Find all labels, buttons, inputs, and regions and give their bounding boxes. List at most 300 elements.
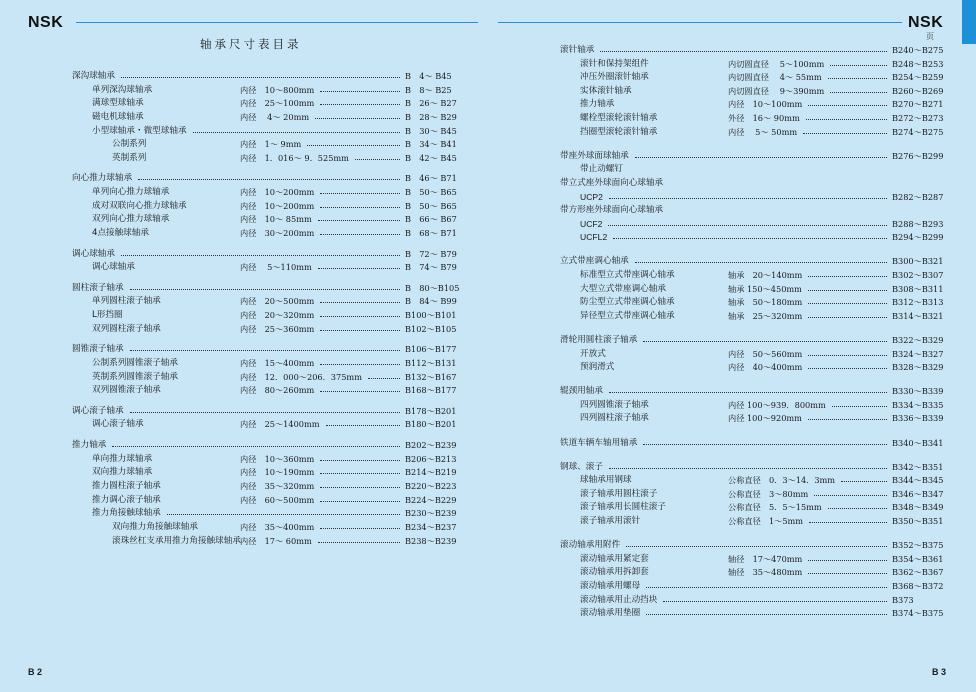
toc-entry-pages: B248〜B253 bbox=[892, 58, 944, 69]
toc-entry bbox=[72, 227, 464, 240]
toc-entry-dimensions: 内径 1．016〜 9．525mm bbox=[240, 152, 349, 163]
toc-entry bbox=[72, 261, 464, 274]
toc-entry bbox=[560, 296, 952, 309]
toc-entry-pages: B352〜B375 bbox=[892, 540, 944, 551]
toc-entry-pages: B178〜B201 bbox=[405, 405, 457, 416]
toc-entry-pages: B254〜B259 bbox=[892, 72, 944, 83]
toc-entry bbox=[560, 126, 952, 139]
toc-entry bbox=[560, 461, 952, 474]
toc-entry bbox=[72, 125, 464, 138]
toc-entry-label: L形挡圈 bbox=[92, 310, 123, 321]
toc-entry-label: 铁道车辆车轴用轴承 bbox=[560, 437, 638, 448]
toc-entry-dimensions: 内径 20〜500mm bbox=[240, 296, 315, 307]
leader-dots bbox=[613, 238, 887, 239]
leader-dots bbox=[320, 473, 400, 474]
toc-entry-label: 带座外球面球轴承 bbox=[560, 150, 629, 161]
toc-entry-pages: B202〜B239 bbox=[405, 440, 457, 450]
leader-dots bbox=[635, 157, 887, 158]
toc-entry-label: 异径型立式带座调心轴承 bbox=[580, 310, 675, 321]
toc-entry-pages: B302〜B307 bbox=[892, 270, 944, 280]
toc-entry bbox=[560, 98, 952, 111]
toc-entry-label: 钢球、滚子 bbox=[560, 461, 603, 472]
toc-entry-label: 调心球轴承 bbox=[92, 262, 135, 273]
leader-dots bbox=[193, 132, 400, 133]
toc-entry-dimensions: 内径 10〜200mm bbox=[240, 200, 315, 211]
leader-dots bbox=[112, 446, 400, 447]
toc-entry-label: 滚针和保持架组件 bbox=[580, 58, 649, 69]
toc-entry bbox=[72, 172, 464, 185]
toc-entry-label: 圆锥滚子轴承 bbox=[72, 344, 124, 355]
leader-dots bbox=[643, 444, 887, 445]
leader-dots bbox=[320, 234, 400, 235]
leader-dots bbox=[808, 355, 887, 356]
leader-dots bbox=[830, 92, 887, 93]
toc-entry-label: 双列圆锥滚子轴承 bbox=[92, 385, 161, 396]
toc-entry-pages: B288〜B293 bbox=[892, 218, 944, 229]
toc-entry-label: 推力轴承 bbox=[580, 99, 615, 110]
toc-entry-pages: B240〜B275 bbox=[892, 45, 944, 55]
toc-entry-dimensions: 内切圆直径 4〜 55mm bbox=[728, 72, 822, 83]
toc-entry bbox=[72, 248, 464, 261]
toc-entry-pages: B274〜B275 bbox=[892, 126, 944, 137]
leader-dots bbox=[808, 419, 887, 420]
leader-dots bbox=[828, 508, 887, 509]
toc-entry-label: 推力角接触球轴承 bbox=[92, 508, 161, 519]
toc-entry-pages: B102〜B105 bbox=[405, 323, 457, 334]
toc-entry-pages: B132〜B167 bbox=[405, 371, 457, 382]
toc-entry bbox=[72, 439, 464, 452]
toc-entry-dimensions: 外径 16〜 90mm bbox=[728, 113, 800, 123]
leader-dots bbox=[320, 364, 400, 365]
page-title: 轴承尺寸表目录 bbox=[200, 37, 302, 51]
leader-dots bbox=[307, 145, 400, 146]
toc-entry-pages: B180〜B201 bbox=[405, 419, 457, 430]
toc-entry-label: 单列向心推力球轴承 bbox=[92, 187, 170, 198]
toc-entry-pages: B 46〜 B71 bbox=[405, 173, 457, 184]
toc-entry bbox=[72, 521, 464, 534]
toc-entry-label: 四列圆锥滚子轴承 bbox=[580, 399, 649, 410]
leader-dots bbox=[828, 78, 887, 79]
page-number-left: B 2 bbox=[28, 667, 43, 677]
toc-entry-label: 双向推力角接触球轴承 bbox=[112, 521, 198, 532]
toc-entry-pages: B276〜B299 bbox=[892, 150, 944, 161]
leader-dots bbox=[830, 65, 887, 66]
toc-entry bbox=[560, 437, 952, 450]
toc-entry bbox=[560, 310, 952, 323]
toc-entry-dimensions: 公称直径 5．5〜15mm bbox=[728, 502, 822, 513]
toc-entry-pages: B 8〜 B25 bbox=[405, 84, 452, 95]
toc-entry bbox=[560, 361, 952, 374]
leader-dots bbox=[121, 255, 400, 256]
toc-entry-pages: B 42〜 B45 bbox=[405, 152, 457, 163]
toc-entry-label: 英制系列圆锥滚子轴承 bbox=[92, 371, 178, 382]
leader-dots bbox=[808, 105, 887, 106]
toc-entry bbox=[72, 323, 464, 336]
leader-dots bbox=[320, 193, 400, 194]
toc-entry-label: 滚动轴承用垫圈 bbox=[580, 608, 641, 619]
leader-dots bbox=[609, 468, 887, 469]
toc-entry bbox=[72, 138, 464, 151]
toc-entry bbox=[72, 97, 464, 110]
header-rule-right bbox=[498, 22, 902, 23]
toc-entry-pages: B 4〜 B45 bbox=[405, 71, 452, 81]
toc-entry bbox=[560, 334, 952, 347]
toc-entry-pages: B238〜B239 bbox=[405, 535, 457, 546]
toc-entry bbox=[72, 494, 464, 507]
leader-dots bbox=[315, 118, 400, 119]
leader-dots bbox=[320, 91, 400, 92]
toc-entry-dimensions: 内径 10〜 85mm bbox=[240, 214, 312, 225]
toc-entry bbox=[72, 453, 464, 466]
toc-entry-pages: B270〜B271 bbox=[892, 99, 944, 110]
toc-entry-label: 双列圆柱滚子轴承 bbox=[92, 323, 161, 334]
leader-dots bbox=[643, 341, 887, 342]
leader-dots bbox=[368, 378, 400, 379]
toc-entry-pages: B340〜B341 bbox=[892, 437, 944, 448]
toc-entry bbox=[72, 466, 464, 479]
toc-entry-dimensions: 轴承 150〜450mm bbox=[728, 283, 802, 294]
toc-entry-pages: B 50〜 B65 bbox=[405, 200, 457, 211]
toc-entry-pages: B330〜B339 bbox=[892, 386, 944, 397]
toc-entry-label: 推力轴承 bbox=[72, 440, 107, 450]
leader-dots bbox=[841, 481, 887, 482]
toc-entry-label: 滚珠丝杠支承用推力角接触球轴承 bbox=[112, 535, 241, 546]
toc-entry bbox=[560, 412, 952, 425]
toc-entry-pages: B374〜B375 bbox=[892, 608, 944, 619]
leader-dots bbox=[646, 614, 887, 615]
leader-dots bbox=[608, 225, 887, 226]
toc-entry-pages: B336〜B339 bbox=[892, 413, 944, 424]
leader-dots bbox=[320, 460, 400, 461]
toc-entry-pages: B 66〜 B67 bbox=[405, 214, 457, 225]
toc-entry bbox=[560, 566, 952, 579]
toc-entry-dimensions: 内径 35〜320mm bbox=[240, 480, 315, 491]
toc-entry-label: 4点接触球轴承 bbox=[92, 228, 150, 239]
toc-entry-pages: B334〜B335 bbox=[892, 399, 944, 410]
toc-entry-label: 四列圆柱滚子轴承 bbox=[580, 413, 649, 424]
toc-entry bbox=[72, 418, 464, 431]
toc-entry-dimensions: 内径 12．000〜206．375mm bbox=[240, 371, 362, 382]
toc-entry-pages: B354〜B361 bbox=[892, 553, 944, 564]
toc-entry-pages: B328〜B329 bbox=[892, 362, 944, 373]
toc-entry-label: 滚动轴承用紧定套 bbox=[580, 553, 649, 564]
leader-dots bbox=[130, 350, 400, 351]
toc-entry-dimensions: 公称直径 0．3〜14．3mm bbox=[728, 475, 836, 486]
leader-dots bbox=[808, 573, 887, 574]
toc-entry-label: 滚动轴承用螺母 bbox=[580, 580, 641, 591]
leader-dots bbox=[320, 501, 400, 502]
leader-dots bbox=[809, 522, 887, 523]
toc-entry-dimensions: 内径 25〜1400mm bbox=[240, 419, 320, 430]
toc-entry-pages: B206〜B213 bbox=[405, 453, 457, 464]
toc-entry bbox=[560, 553, 952, 566]
toc-entry-pages: B312〜B313 bbox=[892, 297, 944, 308]
leader-dots bbox=[635, 262, 887, 263]
toc-entry-label: 滑轮用圆柱滚子轴承 bbox=[560, 334, 638, 345]
toc-entry-pages: B314〜B321 bbox=[892, 310, 944, 321]
toc-entry-pages: B342〜B351 bbox=[892, 461, 944, 472]
toc-entry-dimensions: 内径 100〜920mm bbox=[728, 413, 802, 424]
toc-entry-pages: B100〜B101 bbox=[405, 310, 457, 321]
leader-dots bbox=[320, 207, 400, 208]
toc-entry-label: 圆柱滚子轴承 bbox=[72, 282, 124, 293]
toc-entry-dimensions: 内径 4〜 20mm bbox=[240, 111, 310, 122]
toc-entry-dimensions: 内径 5〜110mm bbox=[240, 262, 312, 273]
toc-entry bbox=[560, 474, 952, 487]
leader-dots bbox=[138, 179, 400, 180]
toc-entry-label: 英制系列 bbox=[112, 152, 147, 163]
page-number-right: B 3 bbox=[932, 667, 947, 677]
toc-entry-pages: B 74〜 B79 bbox=[405, 262, 457, 273]
toc-entry-dimensions: 公称直径 1〜5mm bbox=[728, 516, 804, 526]
toc-entry-label: 单列深沟球轴承 bbox=[92, 84, 153, 95]
toc-entry bbox=[560, 58, 952, 71]
toc-entry-dimensions: 公称直径 3〜80mm bbox=[728, 488, 809, 499]
toc-entry-dimensions: 内径 30〜200mm bbox=[240, 228, 315, 239]
toc-entry bbox=[560, 348, 952, 361]
toc-entry-label: 标准型立式带座调心轴承 bbox=[580, 270, 675, 280]
toc-entry-label: 挡圈型滚轮滚针轴承 bbox=[580, 126, 658, 137]
leader-dots bbox=[609, 392, 887, 393]
toc-entry-label: 滚动轴承用附件 bbox=[560, 540, 621, 551]
toc-entry-label: 单向推力球轴承 bbox=[92, 453, 153, 464]
toc-entry-pages: B322〜B329 bbox=[892, 334, 944, 345]
toc-entry bbox=[560, 150, 952, 163]
leader-dots bbox=[320, 316, 400, 317]
toc-entry-dimensions: 内径 100〜939．800mm bbox=[728, 399, 826, 410]
leader-dots bbox=[814, 495, 887, 496]
toc-entry bbox=[72, 405, 464, 418]
toc-entry-label: 成对双联向心推力球轴承 bbox=[92, 200, 187, 211]
toc-entry-label: 深沟球轴承 bbox=[72, 71, 115, 81]
toc-entry-pages: B260〜B269 bbox=[892, 85, 944, 96]
toc-entry bbox=[72, 152, 464, 165]
leader-dots bbox=[626, 546, 887, 547]
toc-entry bbox=[560, 539, 952, 552]
toc-entry-dimensions: 轴承 50〜180mm bbox=[728, 297, 803, 308]
toc-entry-dimensions: 内径 15〜400mm bbox=[240, 357, 315, 368]
toc-entry bbox=[560, 255, 952, 268]
toc-entry-dimensions: 内径 10〜800mm bbox=[240, 84, 315, 95]
toc-entry bbox=[560, 231, 952, 244]
toc-entry bbox=[72, 282, 464, 295]
toc-entry-dimensions: 内径 1〜 9mm bbox=[240, 139, 302, 150]
section-tab bbox=[962, 0, 976, 44]
toc-entry-label: 滚子轴承用长圆柱滚子 bbox=[580, 502, 666, 513]
toc-entry-dimensions: 轴承 25〜320mm bbox=[728, 310, 803, 321]
toc-entry bbox=[560, 71, 952, 84]
toc-entry bbox=[560, 177, 952, 190]
toc-entry-pages: B350〜B351 bbox=[892, 516, 944, 526]
toc-entry-pages: B348〜B349 bbox=[892, 502, 944, 513]
toc-entry bbox=[560, 515, 952, 528]
leader-dots bbox=[808, 303, 887, 304]
leader-dots bbox=[663, 601, 887, 602]
toc-entry-pages: B 80〜B105 bbox=[405, 282, 460, 293]
toc-entry-dimensions: 内径 5〜 50mm bbox=[728, 126, 798, 137]
toc-entry-pages: B300〜B321 bbox=[892, 256, 944, 267]
toc-entry-dimensions: 内径 50〜560mm bbox=[728, 348, 803, 359]
toc-entry-label: 磁电机球轴承 bbox=[92, 111, 144, 122]
toc-entry-dimensions: 内径 10〜200mm bbox=[240, 187, 315, 198]
toc-entry-label: 带止动螺钉 bbox=[580, 164, 623, 175]
toc-entry-label: 滚子轴承用圆柱滚子 bbox=[580, 488, 658, 499]
toc-entry-label: 公制系列圆锥滚子轴承 bbox=[92, 357, 178, 368]
toc-entry bbox=[72, 371, 464, 384]
leader-dots bbox=[318, 220, 400, 221]
toc-entry bbox=[560, 607, 952, 620]
toc-entry-pages: B362〜B367 bbox=[892, 567, 944, 578]
leader-dots bbox=[600, 51, 887, 52]
toc-entry-pages: B220〜B223 bbox=[405, 480, 457, 491]
toc-entry-label: 滚动轴承用止动挡块 bbox=[580, 594, 658, 605]
toc-entry bbox=[72, 343, 464, 356]
toc-entry-label: 满球型球轴承 bbox=[92, 98, 144, 109]
leader-dots bbox=[832, 406, 887, 407]
toc-entry-label: 冲压外圈滚针轴承 bbox=[580, 72, 649, 83]
leader-dots bbox=[355, 159, 400, 160]
toc-entry-label: 小型球轴承・微型球轴承 bbox=[92, 125, 187, 136]
toc-entry-pages: B 30〜 B45 bbox=[405, 125, 457, 136]
toc-entry-label: 调心滚子轴承 bbox=[92, 419, 144, 430]
toc-entry-pages: B 34〜 B41 bbox=[405, 139, 457, 150]
toc-entry bbox=[72, 295, 464, 308]
toc-entry-dimensions: 内径 25〜100mm bbox=[240, 98, 315, 109]
header-rule-left bbox=[76, 22, 478, 23]
toc-entry-label: 调心球轴承 bbox=[72, 248, 115, 259]
leader-dots bbox=[320, 302, 400, 303]
toc-entry-pages: B230〜B239 bbox=[405, 508, 457, 519]
toc-entry-label: 双向推力球轴承 bbox=[92, 467, 153, 478]
leader-dots bbox=[808, 290, 887, 291]
toc-entry-label: 大型立式带座调心轴承 bbox=[580, 283, 666, 294]
leader-dots bbox=[808, 560, 887, 561]
toc-entry-dimensions: 内径 25〜360mm bbox=[240, 323, 315, 334]
toc-entry-label: 公制系列 bbox=[112, 139, 147, 150]
toc-entry-pages: B344〜B345 bbox=[892, 475, 944, 486]
toc-entry bbox=[72, 186, 464, 199]
toc-entry bbox=[560, 399, 952, 412]
toc-entry-label: 双列向心推力球轴承 bbox=[92, 214, 170, 225]
toc-entry-label: 滚针轴承 bbox=[560, 45, 595, 55]
leader-dots bbox=[808, 368, 887, 369]
toc-entry bbox=[72, 357, 464, 370]
toc-entry bbox=[560, 580, 952, 593]
toc-entry-pages: B106〜B177 bbox=[405, 344, 457, 355]
toc-entry-pages: B 50〜 B65 bbox=[405, 187, 457, 198]
toc-entry-label: 推力圆柱滚子轴承 bbox=[92, 480, 161, 491]
toc-entry-dimensions: 内径 35〜400mm bbox=[240, 521, 315, 532]
toc-entry-dimensions: 内径 10〜190mm bbox=[240, 467, 315, 478]
leader-dots bbox=[320, 487, 400, 488]
toc-entry-label: UCFL2 bbox=[580, 232, 608, 243]
toc-entry-pages: B 72〜 B79 bbox=[405, 248, 457, 259]
toc-entry bbox=[560, 112, 952, 125]
leader-dots bbox=[320, 104, 400, 105]
toc-entry-pages: B346〜B347 bbox=[892, 488, 944, 499]
toc-entry-pages: B272〜B273 bbox=[892, 113, 944, 123]
toc-entry bbox=[72, 384, 464, 397]
toc-entry-pages: B 84〜 B99 bbox=[405, 296, 457, 307]
toc-entry bbox=[560, 163, 952, 176]
toc-entry-label: 立式带座调心轴承 bbox=[560, 256, 629, 267]
toc-entry-dimensions: 轴径 35〜480mm bbox=[728, 567, 803, 578]
toc-entry-dimensions: 轴径 17〜470mm bbox=[728, 553, 803, 564]
leader-dots bbox=[121, 77, 400, 78]
toc-entry-label: 防尘型立式带座调心轴承 bbox=[580, 297, 675, 308]
toc-entry-dimensions: 内径 40〜400mm bbox=[728, 362, 803, 373]
leader-dots bbox=[320, 528, 400, 529]
toc-entry bbox=[560, 191, 952, 204]
toc-entry-pages: B368〜B372 bbox=[892, 580, 944, 591]
toc-entry-pages: B308〜B311 bbox=[892, 283, 944, 294]
toc-entry-label: 单列圆柱滚子轴承 bbox=[92, 296, 161, 307]
toc-entry-label: 调心滚子轴承 bbox=[72, 405, 124, 416]
toc-entry-label: 预润滑式 bbox=[580, 362, 615, 373]
leader-dots bbox=[130, 412, 400, 413]
toc-entry bbox=[560, 269, 952, 282]
page-label-char: 页 bbox=[926, 32, 934, 41]
toc-entry-label: 实体滚针轴承 bbox=[580, 85, 632, 96]
toc-entry-label: 球轴承用钢球 bbox=[580, 475, 632, 486]
toc-entry bbox=[560, 385, 952, 398]
toc-entry-pages: B224〜B229 bbox=[405, 494, 457, 505]
toc-entry bbox=[560, 501, 952, 514]
toc-entry-dimensions: 内径 10〜360mm bbox=[240, 453, 315, 464]
toc-entry bbox=[560, 204, 952, 217]
leader-dots bbox=[320, 391, 400, 392]
toc-entry bbox=[72, 213, 464, 226]
toc-entry bbox=[560, 44, 952, 57]
toc-entry-pages: B214〜B219 bbox=[405, 467, 457, 478]
toc-entry-pages: B373 bbox=[892, 594, 914, 605]
toc-entry-label: 向心推力球轴承 bbox=[72, 173, 133, 184]
toc-entry bbox=[72, 70, 464, 83]
toc-entry-label: 螺栓型滚轮滚针轴承 bbox=[580, 113, 658, 123]
nsk-logo-right: NSK bbox=[908, 14, 944, 31]
toc-entry-label: 滚动轴承用拆卸套 bbox=[580, 567, 649, 578]
toc-entry-label: 开放式 bbox=[580, 348, 606, 359]
toc-entry-label: 推力调心滚子轴承 bbox=[92, 494, 161, 505]
leader-dots bbox=[318, 542, 400, 543]
toc-entry-pages: B112〜B131 bbox=[405, 357, 457, 368]
toc-entry-pages: B 68〜 B71 bbox=[405, 228, 457, 239]
toc-entry-dimensions: 内切圆直径 9〜390mm bbox=[728, 85, 825, 96]
toc-entry bbox=[72, 507, 464, 520]
leader-dots bbox=[320, 330, 400, 331]
toc-entry-dimensions: 内径 17〜 60mm bbox=[240, 535, 312, 546]
leader-dots bbox=[326, 425, 400, 426]
leader-dots bbox=[609, 198, 887, 199]
leader-dots bbox=[130, 289, 400, 290]
toc-entry-pages: B294〜B299 bbox=[892, 232, 944, 243]
toc-entry bbox=[72, 309, 464, 322]
toc-entry-pages: B 26〜 B27 bbox=[405, 98, 457, 109]
toc-entry bbox=[560, 594, 952, 607]
toc-entry-label: UCP2 bbox=[580, 191, 603, 202]
leader-dots bbox=[808, 276, 887, 277]
toc-entry-pages: B234〜B237 bbox=[405, 521, 457, 532]
nsk-logo-left: NSK bbox=[28, 14, 64, 31]
toc-entry bbox=[72, 200, 464, 213]
toc-entry bbox=[560, 488, 952, 501]
toc-entry-pages: B282〜B287 bbox=[892, 191, 944, 202]
toc-entry bbox=[560, 218, 952, 231]
toc-entry bbox=[560, 85, 952, 98]
toc-entry-dimensions: 轴承 20〜140mm bbox=[728, 270, 803, 280]
toc-entry-pages: B324〜B327 bbox=[892, 348, 944, 359]
toc-entry-pages: B168〜B177 bbox=[405, 385, 457, 396]
